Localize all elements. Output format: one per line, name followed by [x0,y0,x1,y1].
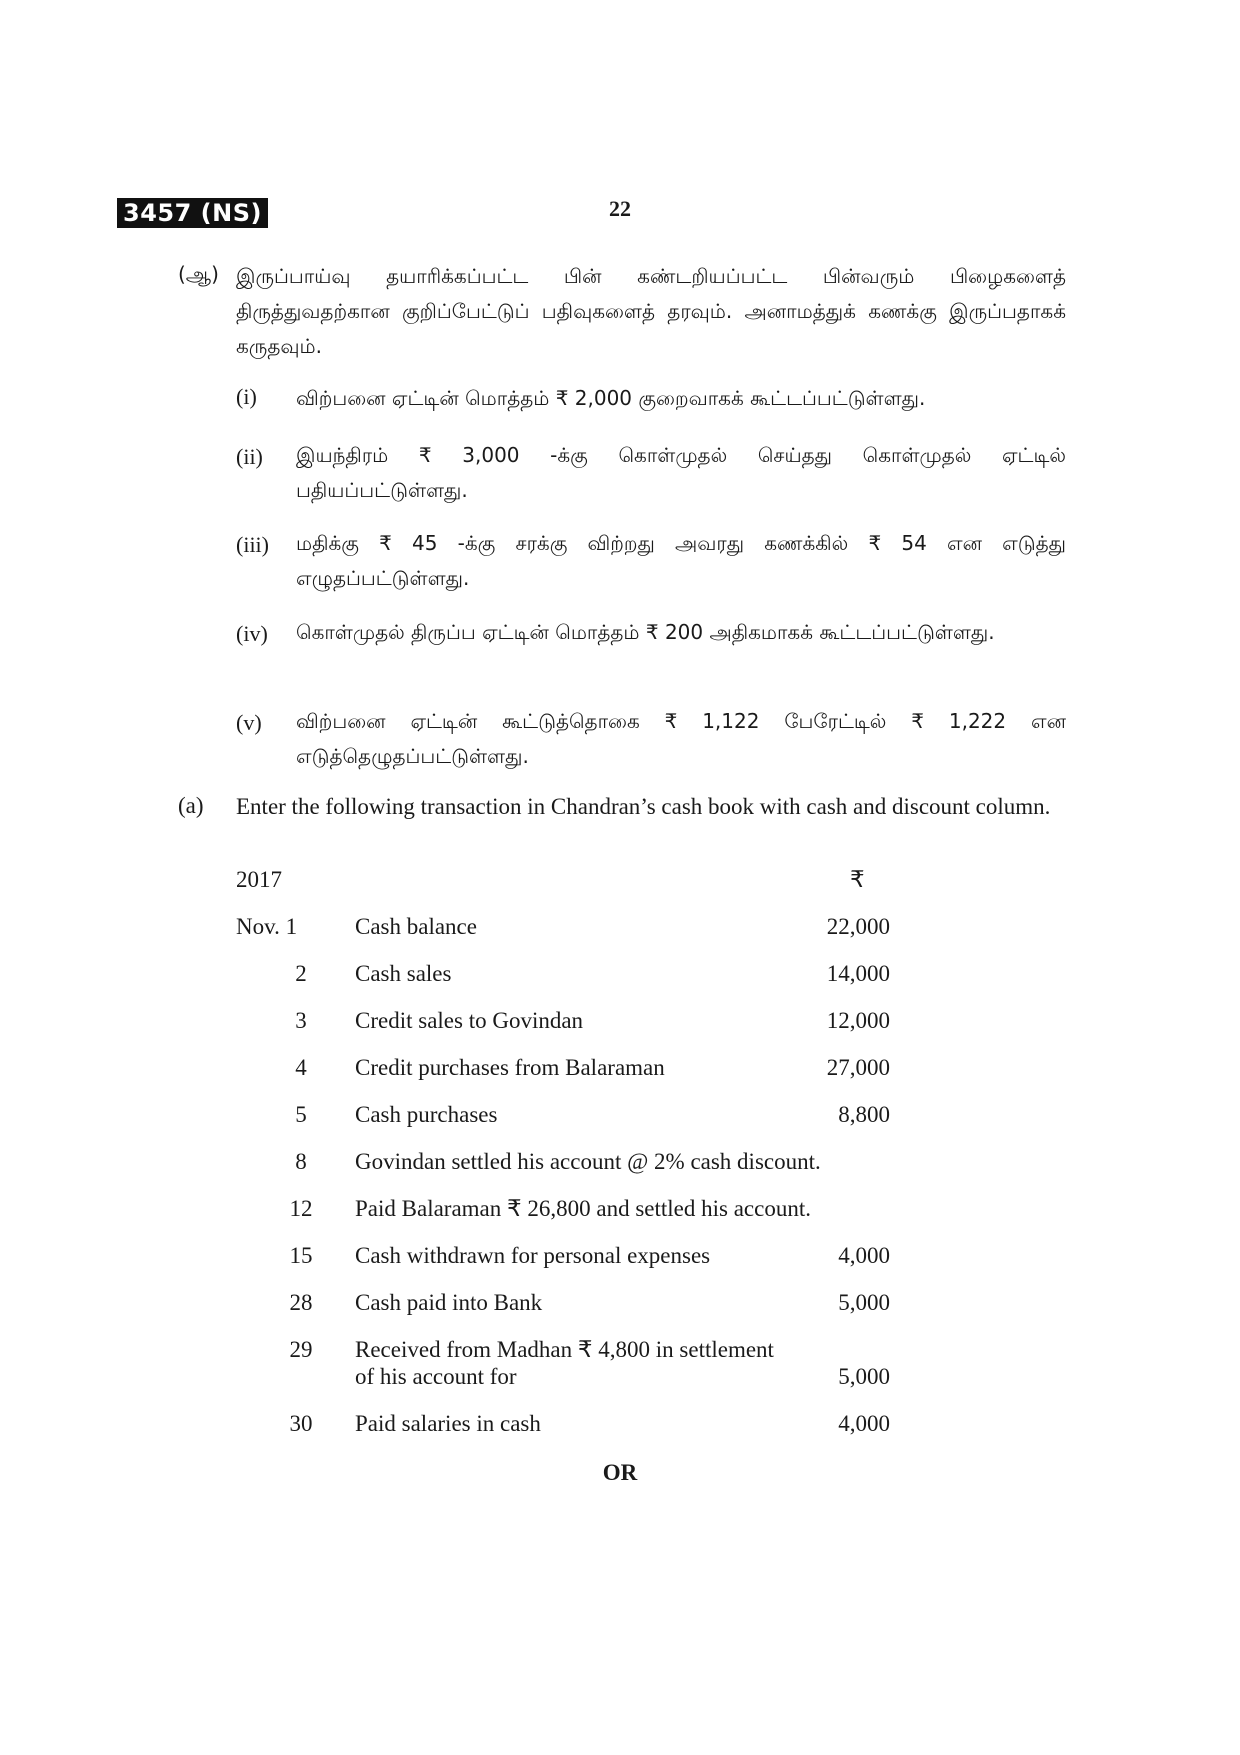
transaction-row [0,1290,1240,1320]
transaction-date: 4 [295,1055,307,1080]
tamil-question-intro: இருப்பாய்வு தயாரிக்கப்பட்ட பின் கண்டறியப்பட்ட பின்வரும் பிழைகளைத் திருத்துவதற்கான குறிப்பேட்டுப் பதிவுகளைத் தரவும். அனாமத்துக் கணக்கு இருப்பதாகக் கருதவும். [236,264,1066,358]
transaction-row [0,914,1240,944]
transaction-row [0,1102,1240,1132]
transaction-amount: 14,000 [826,961,890,986]
transaction-row [0,961,1240,991]
transaction-row [0,1196,1240,1226]
tamil-question-label: (ஆ) [178,262,219,286]
transaction-date: 15 [289,1243,313,1268]
transaction-date: 12 [289,1196,313,1221]
paper-code-badge: 3457 (NS) [117,198,268,228]
transaction-amount: 4,000 [838,1411,890,1436]
english-question-intro: Enter the following transaction in Chandran’s cash book with cash and discount column. [236,794,1051,819]
transaction-amount: 22,000 [826,914,890,939]
transaction-amount: 27,000 [826,1055,890,1080]
transaction-row [0,1243,1240,1273]
transaction-amount: 4,000 [838,1243,890,1268]
transaction-description: Cash balance [355,914,477,939]
transaction-description: Govindan settled his account @ 2% cash discount. [355,1149,821,1174]
transaction-row [0,1008,1240,1038]
tamil-item-text: விற்பனை ஏட்டின் மொத்தம் ₹ 2,000 குறைவாகக் கூட்டப்பட்டுள்ளது. [296,386,926,410]
transaction-date: 5 [295,1102,307,1127]
transaction-amount: 5,000 [838,1290,890,1315]
tamil-item-text: மதிக்கு ₹ 45 -க்கு சரக்கு விற்றது அவரது கணக்கில் ₹ 54 என எடுத்து எழுதப்பட்டுள்ளது. [296,531,1066,590]
transaction-row [0,1055,1240,1085]
transaction-date: 28 [289,1290,313,1315]
transaction-description: Received from Madhan ₹ 4,800 in settlement [355,1337,774,1362]
transaction-description-continued: of his account for [355,1364,517,1389]
currency-heading: ₹ [850,867,865,892]
transaction-description: Credit purchases from Balaraman [355,1055,665,1080]
page-number: 22 [609,196,631,221]
tamil-item-number: (i) [236,384,257,409]
tamil-item-text: இயந்திரம் ₹ 3,000 -க்கு கொள்முதல் செய்தது கொள்முதல் ஏட்டில் பதியப்பட்டுள்ளது. [296,443,1066,502]
tamil-item-number: (iv) [236,621,268,646]
transaction-row [0,1337,1240,1393]
transaction-description: Paid salaries in cash [355,1411,541,1436]
year-heading: 2017 [236,867,282,892]
tamil-item-text: விற்பனை ஏட்டின் கூட்டுத்தொகை ₹ 1,122 பேரேட்டில் ₹ 1,222 என எடுத்தெழுதப்பட்டுள்ளது. [296,709,1066,768]
transaction-description: Cash sales [355,961,452,986]
transaction-description: Cash withdrawn for personal expenses [355,1243,711,1268]
tamil-item-number: (iii) [236,532,269,557]
transaction-row [0,1411,1240,1441]
transaction-date: 2 [295,961,307,986]
transaction-date: 30 [289,1411,313,1436]
or-separator: OR [602,1460,638,1485]
tamil-item-number: (ii) [236,444,263,469]
tamil-item-number: (v) [236,710,262,735]
transaction-description: Cash paid into Bank [355,1290,543,1315]
transaction-description: Credit sales to Govindan [355,1008,584,1033]
transaction-row [0,1149,1240,1179]
english-question-label: (a) [178,793,204,818]
transaction-description: Cash purchases [355,1102,498,1127]
transaction-amount: 8,800 [838,1102,890,1127]
transaction-amount: 12,000 [826,1008,890,1033]
transaction-date: 29 [289,1337,313,1362]
transaction-date: 3 [295,1008,307,1033]
tamil-item-text: கொள்முதல் திருப்ப ஏட்டின் மொத்தம் ₹ 200 அதிகமாகக் கூட்டப்பட்டுள்ளது. [296,620,995,644]
transaction-amount: 5,000 [838,1364,890,1389]
transaction-date: Nov. 1 [236,914,298,939]
transaction-date: 8 [295,1149,307,1174]
transaction-description: Paid Balaraman ₹ 26,800 and settled his account. [355,1196,811,1221]
